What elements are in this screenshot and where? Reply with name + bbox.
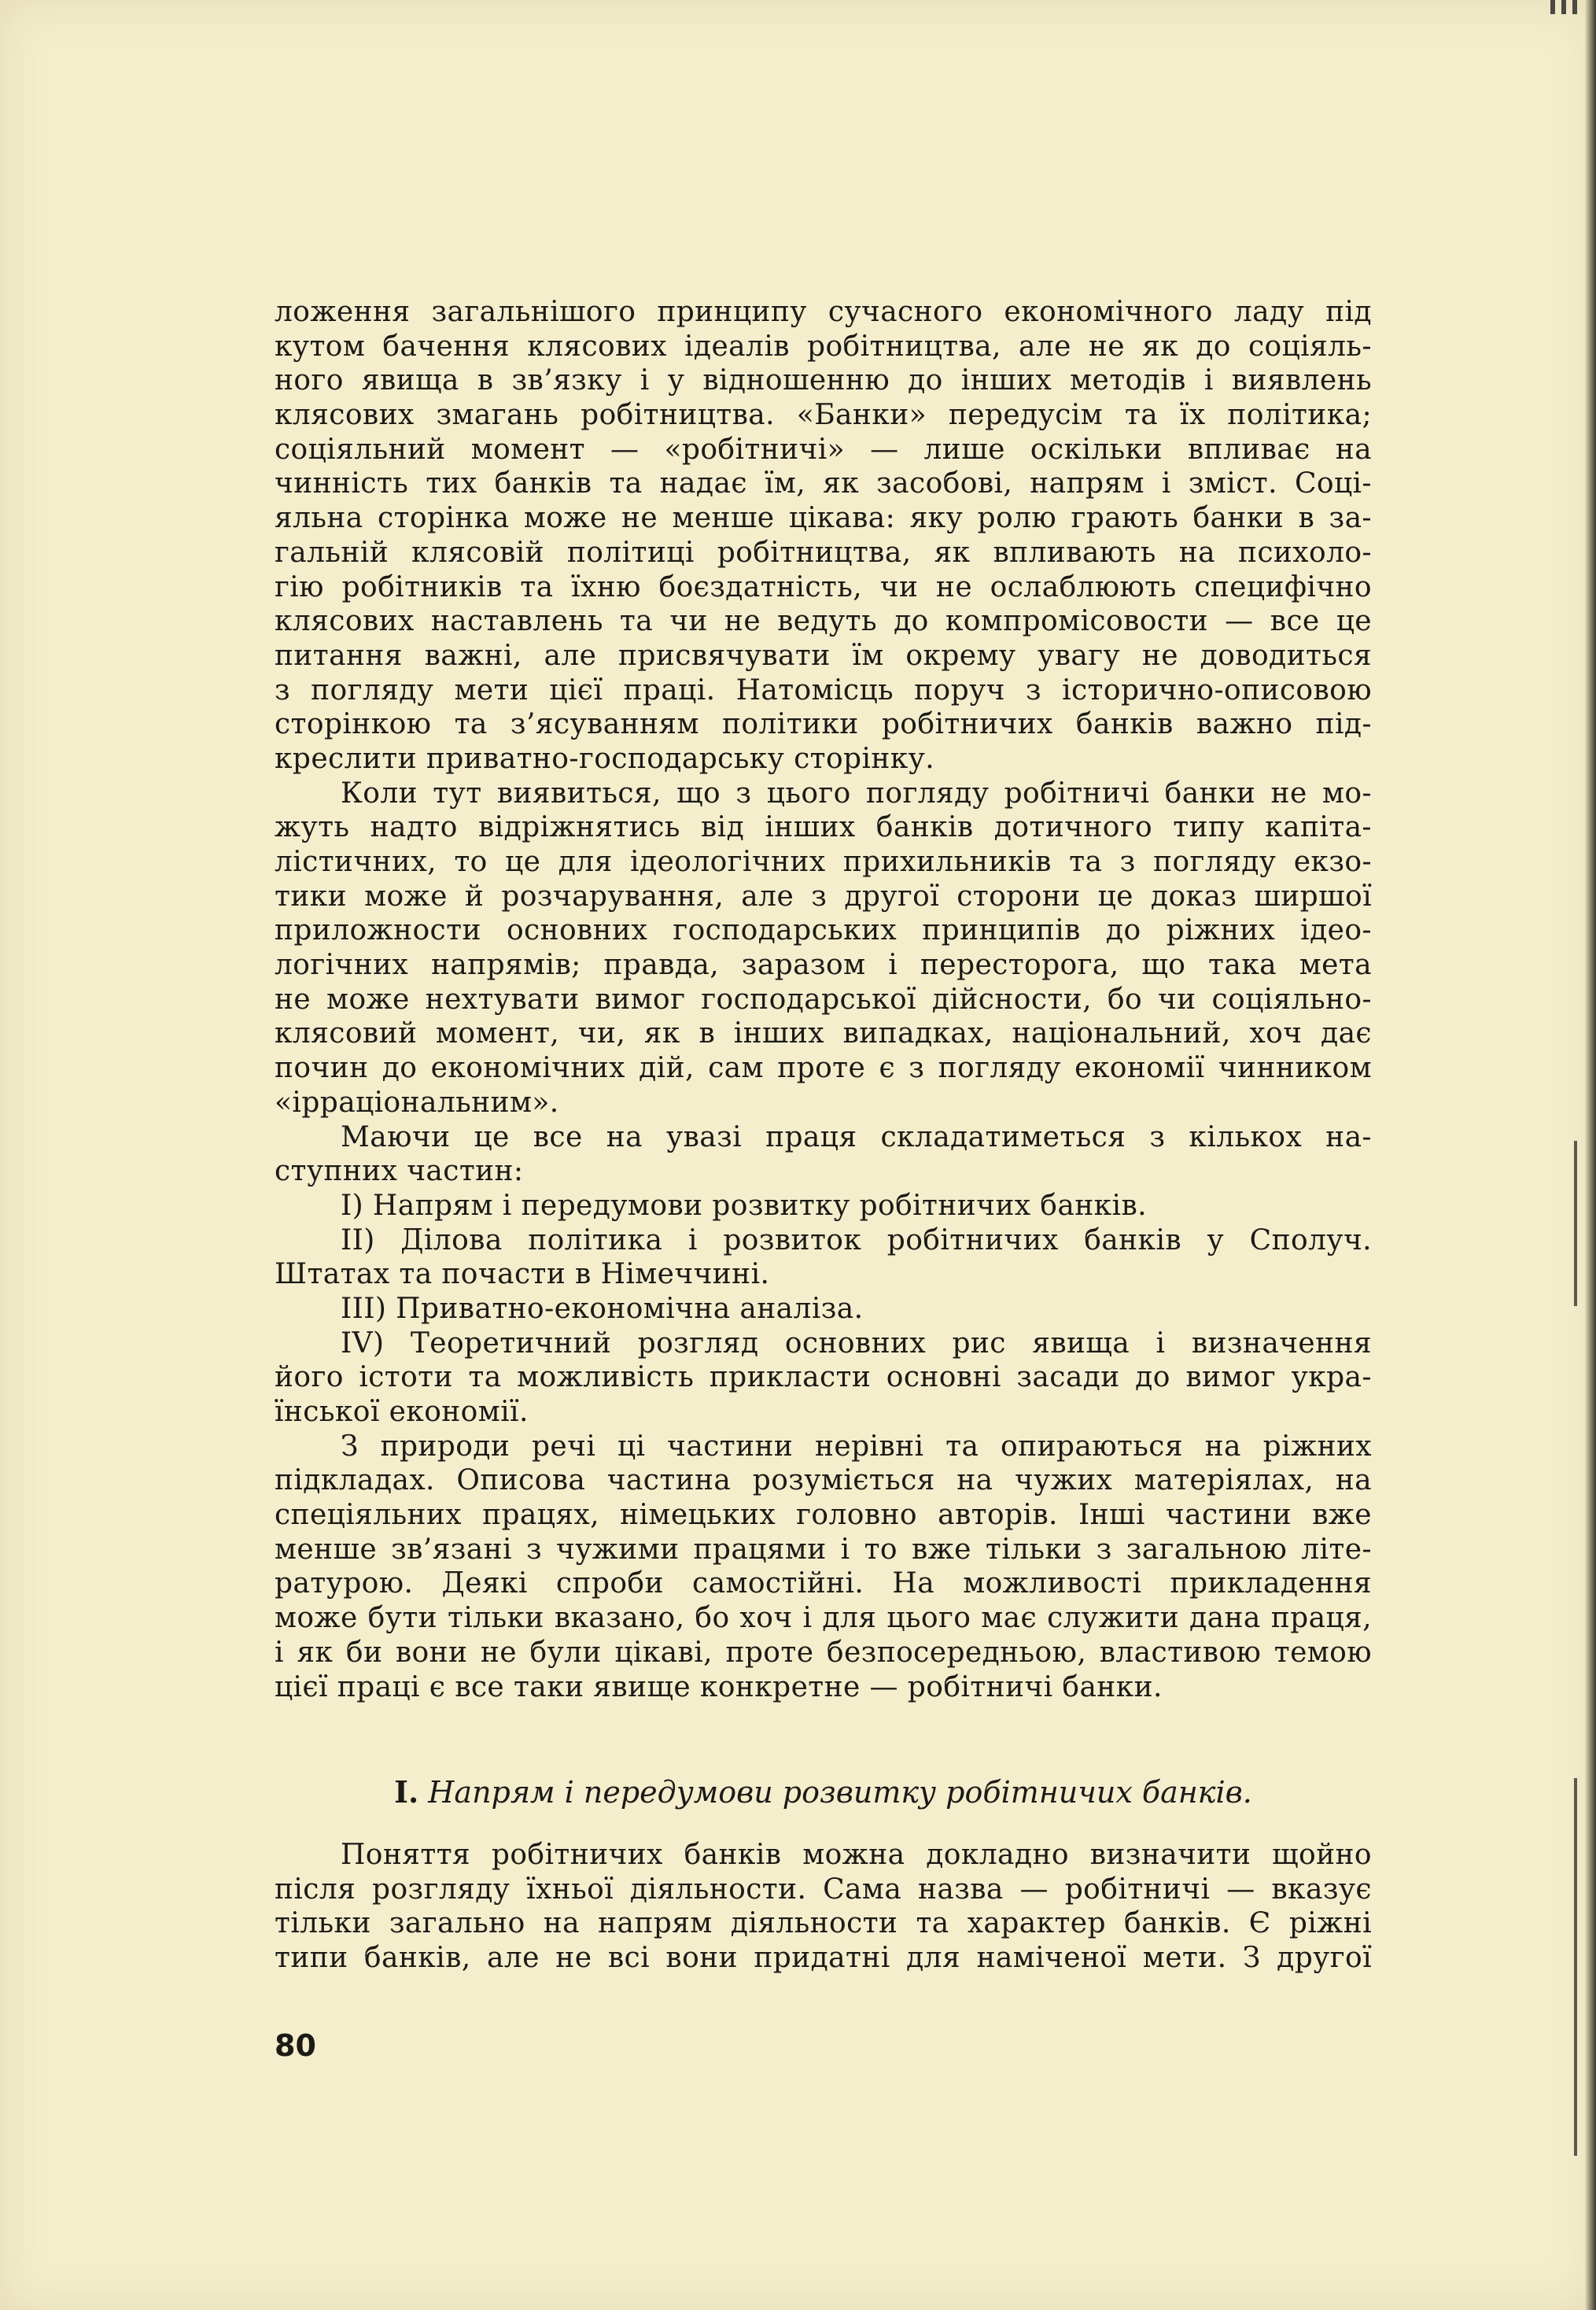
text-line: типи банків, але не всі вони придатні для наміченої мети. З другої (275, 1942, 1372, 1975)
text-line: з погляду мети цієї праці. Натомісць поруч з історично-описовою (275, 673, 1372, 707)
edge-shadow-mark (1574, 1778, 1577, 2156)
text-line: кутом бачення клясових ідеалів робітництва, але не як до соціяль- (275, 330, 1372, 363)
page-edge (1585, 0, 1596, 2310)
text-line: лістичних, то це для ідеологічних прихильників та з погляду екзо- (275, 846, 1372, 878)
text-line: клясових змагань робітництва. «Банки» передусім та їх політика; (275, 399, 1372, 432)
paragraph-2 (275, 777, 1372, 1120)
text-line: підкладах. Описова частина розуміється на чужих матеріялах, на (275, 1464, 1372, 1497)
text-line: клясовий момент, чи, як в інших випадках, національний, хоч дає (275, 1017, 1372, 1050)
text-line: ного явища в зв’язку і у відношенню до інших методів і виявлень (275, 364, 1372, 397)
page-number: 80 (275, 2028, 316, 2063)
text-line: і як би вони не були цікаві, проте безпосередньою, властивою темою (275, 1636, 1372, 1669)
section-heading (275, 1774, 1372, 1810)
text-line: клясових наставлень та чи не ведуть до компромісовости — все це (275, 605, 1372, 638)
text-line: ратурою. Деякі спроби самостійні. На можливості прикладення (275, 1567, 1372, 1600)
text-line: гію робітників та їхню боєздатність, чи не ослаблюють специфічно (275, 570, 1372, 603)
text-line: спеціяльних працях, німецьких головно авторів. Інші частини вже (275, 1499, 1372, 1532)
text-line: яльна сторінка може не менше цікава: яку ролю грають банки в за- (275, 502, 1372, 535)
text-line: Поняття робітничих банків можна докладно визначити щойно (341, 1839, 1372, 1871)
text-line: жуть надто відріжнятись від інших банків дотичного типу капіта- (275, 811, 1372, 844)
text-line: приложности основних господарських принципів до ріжних ідео- (275, 914, 1372, 947)
text-line: креслити приватно-господарську сторінку. (275, 742, 935, 775)
text-line: чинність тих банків та надає їм, як засобові, напрям і зміст. Соці- (275, 467, 1372, 500)
text-line: III) Приватно-економічна аналіза. (341, 1292, 864, 1325)
edge-marks (1550, 0, 1582, 14)
text-line: питання важні, але присвячувати їм окрему увагу не доводиться (275, 639, 1372, 672)
text-line: II) Ділова політика і розвиток робітничих банків у Сполуч. (341, 1223, 1372, 1256)
body-text-continued (275, 1838, 1372, 1976)
text-line: не може нехтувати вимог господарської дійсности, бо чи соціяльно- (275, 983, 1372, 1016)
paragraph-1 (275, 295, 1372, 777)
list-item (275, 1327, 1372, 1430)
text-line: почин до економічних дій, сам проте є з погляду економії чинником (275, 1052, 1372, 1085)
text-line: Штатах та почасти в Німеччині. (275, 1258, 770, 1291)
text-line: може бути тільки вказано, бо хоч і для цього має служити дана праця, (275, 1602, 1372, 1635)
list-item (275, 1189, 1372, 1223)
text-line: ложення загальнішого принципу сучасного економічного ладу під (275, 296, 1372, 328)
text-line: його істоти та можливість прикласти основні засади до вимог укра- (275, 1361, 1372, 1394)
paragraph-4 (275, 1430, 1372, 1705)
text-line: Маючи це все на увазі праця складатиметься з кількох на- (341, 1120, 1372, 1153)
text-line: після розгляду їхньої діяльности. Сама назва — робітничі — вказує (275, 1873, 1372, 1906)
text-line: логічних напрямів; правда, заразом і пересторога, що така мета (275, 949, 1372, 982)
text-line: «ірраціональним». (275, 1086, 559, 1119)
text-line: гальній клясовій політиці робітництва, як впливають на психоло- (275, 536, 1372, 569)
text-line: ступних частин: (275, 1155, 524, 1188)
text-line: соціяльний момент — «робітничі» — лише оскільки впливає на (275, 433, 1372, 466)
text-line: З природи речі ці частини нерівні та опираються на ріжних (341, 1430, 1372, 1463)
list-item (275, 1223, 1372, 1292)
section-title: Напрям і передумови розвитку робітничих банків. (428, 1775, 1252, 1810)
text-line: тільки загально на напрям діяльности та характер банків. Є ріжні (275, 1907, 1372, 1940)
text-line: їнської економії. (275, 1396, 529, 1428)
body-text (275, 295, 1372, 1704)
text-line: тики може й розчарування, але з другої сторони це доказ ширшої (275, 880, 1372, 913)
text-line: сторінкою та з’ясуванням політики робітничих банків важно під- (275, 708, 1372, 741)
paragraph-3 (275, 1120, 1372, 1189)
text-line: I) Напрям і передумови розвитку робітничих банків. (341, 1189, 1147, 1222)
text-line: менше зв’язані з чужими працями і то вже тільки з загальною літе- (275, 1533, 1372, 1566)
section-number: I. (394, 1774, 419, 1810)
text-line: IV) Теоретичний розгляд основних рис явища і визначення (341, 1327, 1372, 1360)
edge-shadow-mark (1574, 1141, 1577, 1306)
text-line: Коли тут виявиться, що з цього погляду робітничі банки не мо- (341, 777, 1372, 810)
paragraph-5 (275, 1838, 1372, 1976)
parts-list (275, 1189, 1372, 1430)
list-item (275, 1292, 1372, 1327)
text-line: цієї праці є все таки явище конкретне — робітничі банки. (275, 1670, 1163, 1703)
